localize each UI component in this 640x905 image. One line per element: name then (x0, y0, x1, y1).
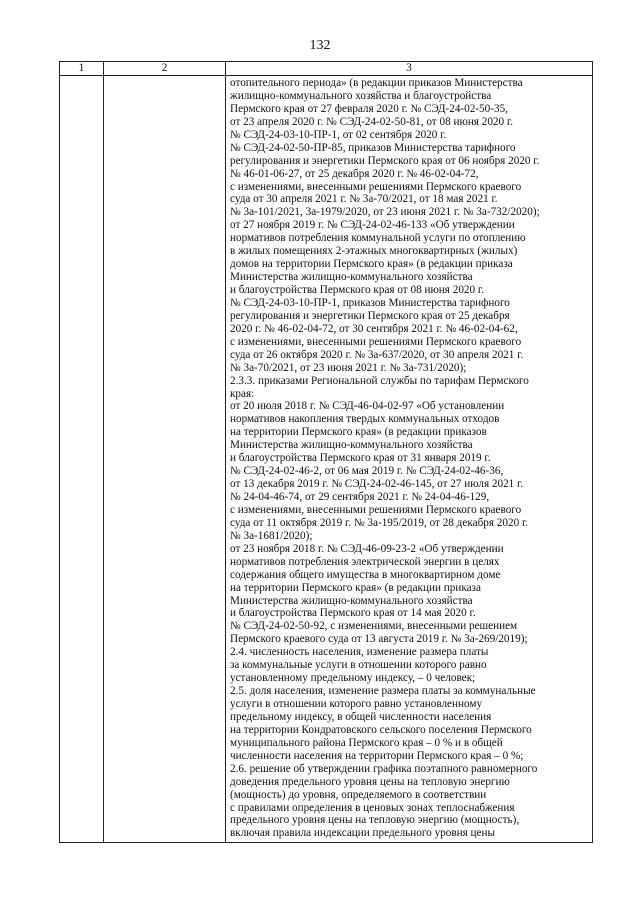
text-line: 2.5. доля населения, изменение размера платы за коммунальные (230, 685, 536, 698)
page-number: 132 (309, 38, 331, 53)
table-header-row (60, 62, 593, 76)
text-line: № СЭД-24-03-10-ПР-1, приказов Министерства тарифного (230, 296, 510, 309)
text-line: и благоустройства Пермского края от 31 января 2019 г. (230, 452, 491, 465)
text-line: № СЭД-24-02-50-ПР-85, приказов Министерства тарифного (230, 141, 516, 154)
text-line: включая правила индексации предельного уровня цены (230, 827, 496, 840)
text-line: и благоустройства Пермского края от 14 мая 2020 г. (230, 607, 476, 620)
table-row (60, 76, 593, 843)
text-line: от 23 ноября 2018 г. № СЭД-46-09-23-2 «Об утверждении (230, 542, 504, 555)
text-line: суда от 11 октября 2019 г. № 3а-195/2019, от 28 декабря 2020 г. (230, 516, 529, 529)
text-line: регулирования и энергетики Пермского края от 25 декабря (230, 309, 510, 322)
text-line: № СЭД-24-02-46-2, от 06 мая 2019 г. № СЭД-24-02-46-36, (230, 465, 504, 478)
text-line: (мощность) до уровня, определяемого в соответствии (230, 788, 487, 801)
text-line: Пермского краевого суда от 13 августа 2019 г. № 3а-269/2019); (230, 633, 528, 646)
text-line: 2.4. численность населения, изменение размера платы (230, 646, 489, 659)
text-line: Министерства жилищно-коммунального хозяйства (230, 594, 473, 607)
column-header-1: 1 (60, 62, 104, 76)
text-line: предельного уровня цены на тепловую энергию (мощность), (230, 814, 520, 827)
text-line: нормативов потребления коммунальной услуги по отоплению (230, 232, 526, 245)
text-line: Министерства жилищно-коммунального хозяйства (230, 271, 473, 284)
column-3-cell (226, 76, 593, 843)
text-line: с правилами определения в ценовых зонах теплоснабжения (230, 801, 515, 814)
text-line: № 3а-70/2021, от 23 июня 2021 г. № 3а-731/2020); (230, 361, 467, 374)
text-line: с изменениями, внесенными решениями Пермского краевого (230, 180, 522, 193)
text-line: численности населения на территории Пермского края – 0 %; (230, 749, 524, 762)
text-line: с изменениями, внесенными решениями Пермского краевого (230, 335, 522, 348)
text-line: 2020 г. № 46-02-04-72, от 30 сентября 2021 г. № 46-02-04-62, (230, 322, 518, 335)
text-line: № СЭД-24-03-10-ПР-1, от 02 сентября 2020 г. (230, 128, 447, 141)
column-header-3: 3 (226, 62, 593, 76)
column-1-cell (60, 76, 104, 843)
document-table (59, 61, 593, 843)
text-line: регулирования и энергетики Пермского края от 06 ноября 2020 г. (230, 154, 540, 167)
text-line: на территории Пермского края» (в редакции приказа (230, 581, 481, 594)
text-line: на территории Пермского края» (в редакции приказов (230, 426, 487, 439)
text-line: от 20 июля 2018 г. № СЭД-46-04-02-97 «Об установлении (230, 400, 505, 413)
text-line: отопительного периода» (в редакции приказов Министерства (230, 77, 523, 89)
text-line: 2.6. решение об утверждении графика поэтапного равномерного (230, 762, 538, 775)
text-line: 2.3.3. приказами Региональной службы по тарифам Пермского (230, 374, 529, 387)
text-line: жилищно-коммунального хозяйства и благоустройства (230, 89, 492, 102)
text-line: № 3а-1681/2020); (230, 529, 313, 542)
text-line: в жилых помещениях 2-этажных многоквартирных (жилых) (230, 245, 518, 258)
text-line: суда от 26 октября 2020 г. № 3а-637/2020, от 30 апреля 2021 г. (230, 348, 524, 361)
text-line: Пермского края от 27 февраля 2020 г. № СЭД-24-02-50-35, (230, 102, 508, 115)
text-line: края: (230, 387, 255, 400)
column-3-text (226, 76, 592, 840)
text-line: на территории Кондратовского сельского поселения Пермского (230, 723, 532, 736)
text-line: от 13 декабря 2019 г. № СЭД-24-02-46-145, от 27 июля 2021 г. (230, 478, 524, 491)
text-line: суда от 30 апреля 2021 г. № 3а-70/2021, от 18 мая 2021 г. (230, 193, 498, 206)
text-line: за коммунальные услуги в отношении которого равно (230, 659, 487, 672)
text-line: № СЭД-24-02-50-92, с изменениями, внесенными решением (230, 620, 518, 633)
text-line: нормативов потребления электрической энергии в целях (230, 555, 500, 568)
text-line: № 24-04-46-74, от 29 сентября 2021 г. № 24-04-46-129, (230, 491, 490, 503)
text-line: с изменениями, внесенными решениями Пермского краевого (230, 503, 522, 516)
text-line: от 23 апреля 2020 г. № СЭД-24-02-50-81, от 08 июня 2020 г. (230, 115, 514, 128)
text-line: содержания общего имущества в многоквартирном доме (230, 568, 501, 581)
text-line: установленному предельному индексу, – 0 человек; (230, 672, 476, 685)
text-line: нормативов накопления твердых коммунальных отходов (230, 413, 500, 426)
column-2-cell (104, 76, 226, 843)
text-line: № 46-01-06-27, от 25 декабря 2020 г. № 46-02-04-72, (230, 167, 479, 180)
text-line: Министерства жилищно-коммунального хозяйства (230, 439, 473, 452)
column-header-2: 2 (104, 62, 226, 76)
text-line: домов на территории Пермского края» (в редакции приказа (230, 258, 513, 271)
text-line: услуги в отношении которого равно установленному (230, 698, 483, 710)
text-line: от 27 ноября 2019 г. № СЭД-24-02-46-133 «Об утверждении (230, 219, 515, 232)
text-line: № 3а-101/2021, 3а-1979/2020, от 23 июня 2021 г. № 3а-732/2020); (230, 206, 540, 219)
text-line: муниципального района Пермского края – 0 % и в общей (230, 736, 503, 749)
text-line: предельному индексу, в общей численности населения (230, 710, 492, 723)
text-line: и благоустройства Пермского края от 08 июня 2020 г. (230, 284, 485, 296)
text-line: доведения предельного уровня цены на тепловую энергию (230, 775, 510, 788)
